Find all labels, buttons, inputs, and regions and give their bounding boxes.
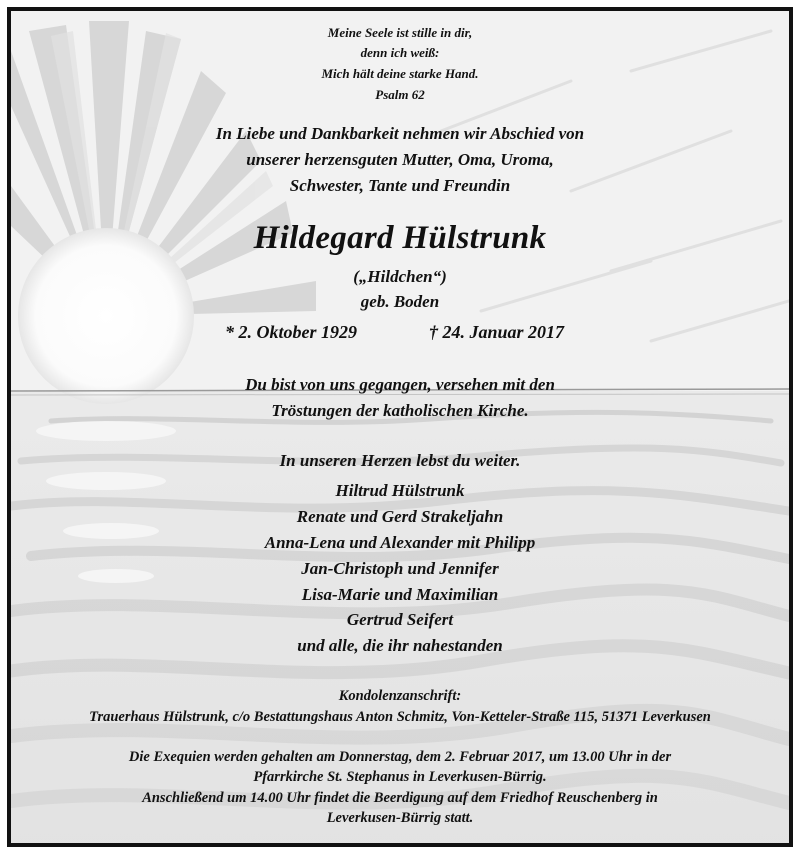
deceased-birth-name: geb. Boden: [360, 292, 440, 311]
condolence-address: Trauerhaus Hülstrunk, c/o Bestattungshaus Anton Schmitz, Von-Ketteler-Straße 115, 51371 Leverkusen: [89, 709, 711, 725]
mourner-name: Jan-Christoph und Jennifer: [301, 559, 499, 578]
intro-line: Schwester, Tante und Freundin: [289, 176, 511, 195]
motto-line: denn ich weiß:: [360, 45, 440, 60]
obituary-notice: [7, 7, 793, 847]
mourner-name: Lisa-Marie und Maximilian: [301, 585, 499, 604]
mourner-name: Renate und Gerd Strakeljahn: [296, 507, 504, 526]
psalm-reference: Psalm 62: [375, 87, 425, 102]
birth-date: * 2. Oktober 1929: [225, 322, 357, 342]
motto-line: Mich hält deine starke Hand.: [321, 66, 479, 81]
mourner-name: Gertrud Seifert: [346, 610, 454, 629]
closing-line: In unseren Herzen lebst du weiter.: [279, 451, 521, 470]
service-line: Anschließend um 14.00 Uhr findet die Beerdigung auf dem Friedhof Reuschenberg in: [142, 790, 658, 806]
death-date: † 24. Januar 2017: [429, 322, 565, 342]
deceased-name: Hildegard Hülstrunk: [253, 220, 547, 256]
service-line: Die Exequien werden gehalten am Donnerstag, dem 2. Februar 2017, um 13.00 Uhr in der: [128, 749, 672, 765]
service-line: Leverkusen-Bürrig statt.: [326, 810, 474, 826]
faith-line: Du bist von uns gegangen, versehen mit den: [245, 375, 555, 394]
service-line: Pfarrkirche St. Stephanus in Leverkusen-Bürrig.: [253, 769, 547, 785]
intro-line: In Liebe und Dankbarkeit nehmen wir Abschied von: [215, 124, 585, 143]
mourner-name: Hiltrud Hülstrunk: [335, 481, 465, 500]
mourner-name: und alle, die ihr nahestanden: [297, 636, 503, 655]
intro-line: unserer herzensguten Mutter, Oma, Uroma,: [246, 150, 554, 169]
mourner-name: Anna-Lena und Alexander mit Philipp: [264, 533, 536, 552]
deceased-nickname: („Hildchen“): [353, 267, 447, 286]
condolence-label: Kondolenzanschrift:: [338, 688, 462, 704]
motto-line: Meine Seele ist stille in dir,: [327, 25, 473, 40]
faith-line: Tröstungen der katholischen Kirche.: [271, 401, 529, 420]
